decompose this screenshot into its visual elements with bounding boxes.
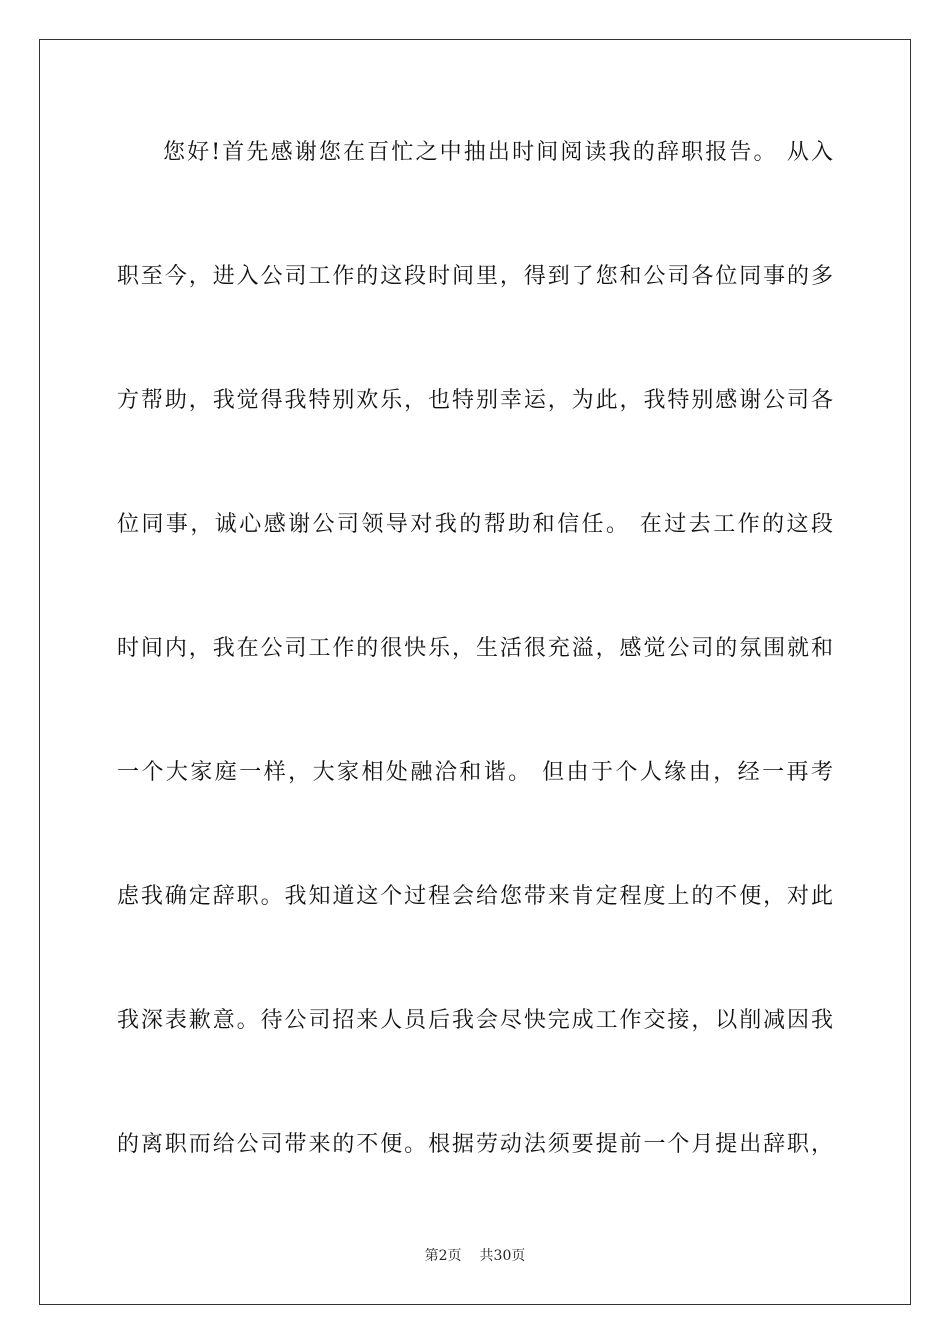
body-text-line: 您好!首先感谢您在百忙之中抽出时间阅读我的辞职报告。 从入 xyxy=(163,140,833,165)
body-text-line: 一个大家庭一样，大家相处融洽和谐。 但由于个人缘由，经一再考 xyxy=(117,760,833,785)
page-number: 第2页 xyxy=(424,1248,462,1264)
page-footer xyxy=(0,1247,950,1265)
body-text-line: 职至今，进入公司工作的这段时间里，得到了您和公司各位同事的多 xyxy=(117,264,833,289)
body-text-line: 的离职而给公司带来的不便。根据劳动法须要提前一个月提出辞职， xyxy=(117,1132,833,1157)
body-text-line: 位同事，诚心感谢公司领导对我的帮助和信任。 在过去工作的这段 xyxy=(117,512,833,537)
body-text-line: 时间内，我在公司工作的很快乐，生活很充溢，感觉公司的氛围就和 xyxy=(117,636,833,661)
total-pages: 共30页 xyxy=(479,1248,526,1264)
body-text-line: 我深表歉意。待公司招来人员后我会尽快完成工作交接，以削减因我 xyxy=(117,1008,833,1033)
page-border xyxy=(39,39,911,1305)
body-text-line: 方帮助，我觉得我特别欢乐，也特别幸运，为此，我特别感谢公司各 xyxy=(117,388,833,413)
body-text-line: 虑我确定辞职。我知道这个过程会给您带来肯定程度上的不便，对此 xyxy=(117,884,833,909)
